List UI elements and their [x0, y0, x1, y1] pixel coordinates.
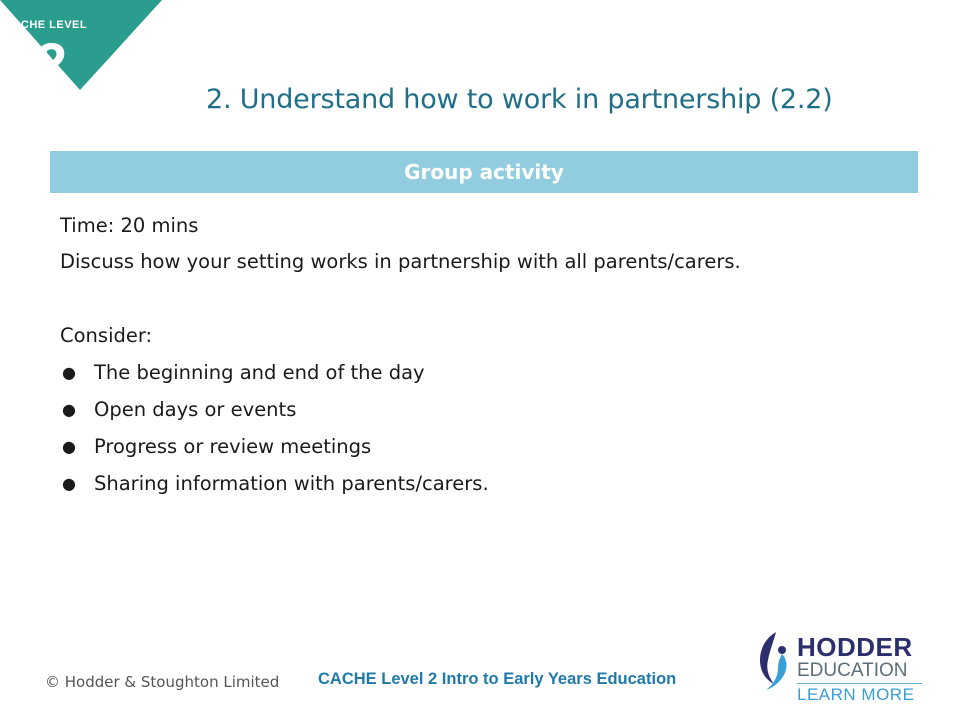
list-item: ● Open days or events: [60, 391, 920, 428]
logo-education-text: EDUCATION: [797, 660, 908, 681]
consider-label: Consider:: [60, 324, 153, 347]
cache-level-badge: [0, 0, 162, 90]
list-item: ● Progress or review meetings: [60, 428, 920, 465]
slide-title: 2. Understand how to work in partnership (2.2): [206, 84, 833, 115]
list-item: ● Sharing information with parents/carers.: [60, 465, 920, 502]
hodder-education-logo: [752, 628, 932, 708]
bullet-icon: ●: [62, 474, 76, 493]
bullet-icon: ●: [62, 363, 76, 382]
hodder-mark-icon: [752, 628, 794, 692]
time-text: Time: 20 mins: [60, 214, 199, 237]
badge-level-number: 2: [36, 31, 68, 90]
course-title: CACHE Level 2 Intro to Early Years Education: [318, 670, 677, 688]
discuss-text: Discuss how your setting works in partnership with all parents/carers.: [60, 250, 741, 273]
copyright-text: © Hodder & Stoughton Limited: [45, 673, 280, 691]
logo-divider: [797, 683, 922, 684]
logo-hodder-text: HODDER: [797, 632, 913, 662]
slide-body: [60, 208, 920, 502]
bullet-icon: ●: [62, 437, 76, 456]
badge-level-label: CACHE LEVEL: [4, 19, 88, 31]
list-item: ● The beginning and end of the day: [60, 354, 920, 391]
logo-learn-more-text: LEARN MORE: [797, 685, 915, 704]
bullet-icon: ●: [62, 400, 76, 419]
consider-list: [60, 354, 920, 502]
badge-triangle: [0, 0, 162, 90]
group-activity-banner: Group activity: [50, 151, 918, 193]
